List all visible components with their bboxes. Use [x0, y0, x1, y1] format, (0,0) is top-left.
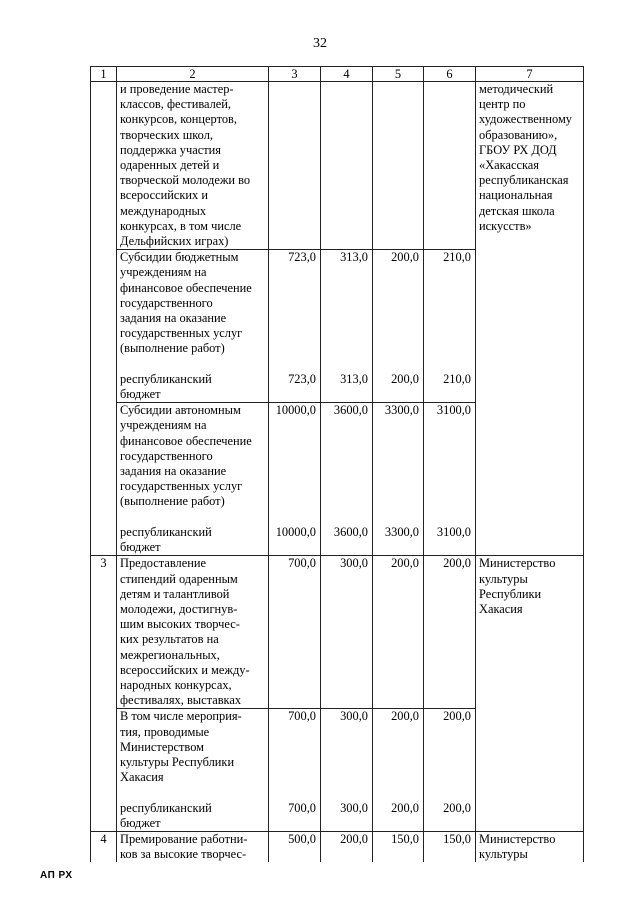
row-number: 3: [91, 556, 117, 832]
value-col6: 210,0: [424, 250, 476, 372]
value-col4: 3600,0: [321, 403, 373, 525]
header-cell: 6: [424, 67, 476, 82]
value-col6: 3100,0: [424, 403, 476, 525]
header-cell: 7: [476, 67, 584, 82]
value-col6: 200,0: [424, 801, 476, 832]
value-col4: 313,0: [321, 372, 373, 403]
row-description: республиканский бюджет: [117, 801, 269, 832]
row-description: Премирование работни- ков за высокие творчес-: [117, 831, 269, 862]
value-col4: 300,0: [321, 709, 373, 801]
value-col5: 3300,0: [373, 525, 424, 556]
row-description: и проведение мастер- классов, фестивалей, конкурсов, концертов, творческих школ, поддержка участия одаренных детей и творческой молодежи во всероссийских и международных конкурсах, в том числе Дельфийских играх): [117, 82, 269, 250]
row-description: Субсидии автономным учреждениям на финансовое обеспечение государственного задания на оказание государственных услуг (выполнение работ): [117, 403, 269, 525]
row-description: республиканский бюджет: [117, 525, 269, 556]
table-row: [91, 556, 584, 709]
header-cell: 3: [269, 67, 321, 82]
header-cell: 1: [91, 67, 117, 82]
value-col3: 10000,0: [269, 525, 321, 556]
budget-table: [90, 66, 584, 862]
value-col3: 723,0: [269, 250, 321, 372]
header-cell: 2: [117, 67, 269, 82]
value-col5: [373, 82, 424, 250]
row-description: В том числе мероприя- тия, проводимые Министерством культуры Республики Хакасия: [117, 709, 269, 801]
value-col6: 200,0: [424, 556, 476, 709]
executor-cell: методический центр по художественному образованию», ГБОУ РХ ДОД «Хакасская республиканская национальная детская школа искусств»: [476, 82, 584, 556]
header-cell: 5: [373, 67, 424, 82]
row-description: республиканский бюджет: [117, 372, 269, 403]
value-col3: [269, 82, 321, 250]
archive-stamp: АП РХ: [40, 870, 73, 881]
value-col3: 10000,0: [269, 403, 321, 525]
executor-cell: Министерство культуры: [476, 831, 584, 862]
value-col4: 3600,0: [321, 525, 373, 556]
value-col6: 3100,0: [424, 525, 476, 556]
value-col4: 200,0: [321, 831, 373, 862]
table-header-row: [91, 67, 584, 82]
row-number: 4: [91, 831, 117, 862]
value-col3: 723,0: [269, 372, 321, 403]
value-col5: 200,0: [373, 709, 424, 801]
value-col5: 200,0: [373, 372, 424, 403]
value-col6: [424, 82, 476, 250]
row-description: Предоставление стипендий одаренным детям и талантливой молодежи, достигнув- шим высоких творчес- ких результатов на межрегиональных, всероссийских и между- народных конкурсах, фестивалях, выставках: [117, 556, 269, 709]
value-col5: 150,0: [373, 831, 424, 862]
value-col6: 200,0: [424, 709, 476, 801]
table-row: [91, 82, 584, 250]
row-description: Субсидии бюджетным учреждениям на финансовое обеспечение государственного задания на оказание государственных услуг (выполнение работ): [117, 250, 269, 372]
table-row: [91, 831, 584, 862]
row-number: [91, 82, 117, 556]
value-col5: 3300,0: [373, 403, 424, 525]
executor-cell: Министерство культуры Республики Хакасия: [476, 556, 584, 832]
value-col3: 700,0: [269, 556, 321, 709]
value-col5: 200,0: [373, 556, 424, 709]
header-cell: 4: [321, 67, 373, 82]
value-col4: 313,0: [321, 250, 373, 372]
value-col5: 200,0: [373, 250, 424, 372]
value-col6: 150,0: [424, 831, 476, 862]
value-col3: 700,0: [269, 709, 321, 801]
value-col4: [321, 82, 373, 250]
value-col3: 500,0: [269, 831, 321, 862]
value-col4: 300,0: [321, 556, 373, 709]
page-number: 32: [313, 36, 327, 51]
value-col3: 700,0: [269, 801, 321, 832]
value-col6: 210,0: [424, 372, 476, 403]
value-col4: 300,0: [321, 801, 373, 832]
value-col5: 200,0: [373, 801, 424, 832]
